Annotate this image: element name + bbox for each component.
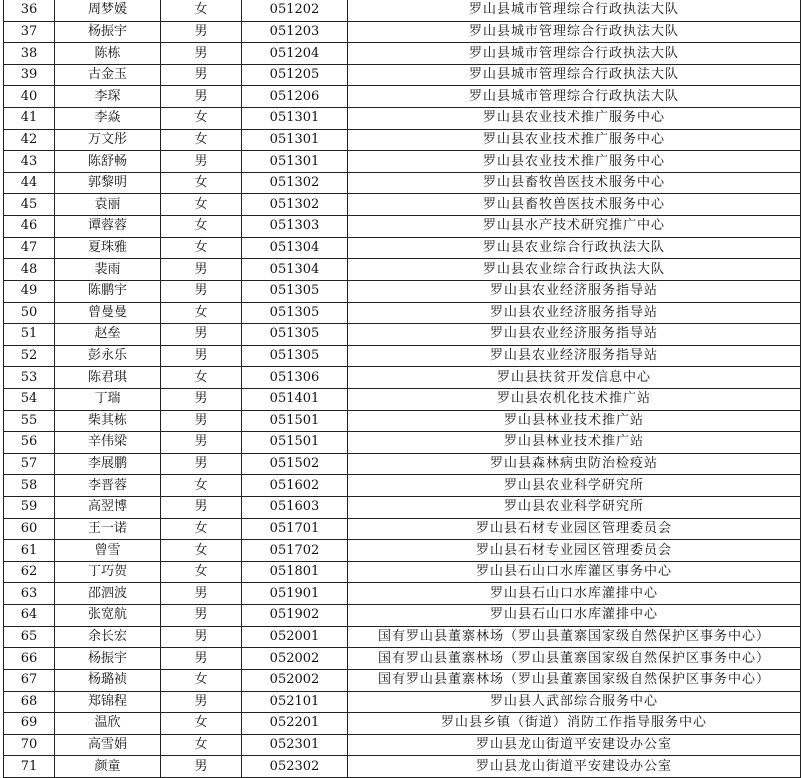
cell-position-code: 051203: [242, 21, 348, 43]
cell-gender: 女: [161, 518, 242, 540]
table-row: [4, 410, 801, 432]
cell-unit: 罗山县龙山街道平安建设办公室: [348, 734, 801, 756]
cell-name: 袁丽: [55, 194, 161, 216]
cell-number: 53: [4, 367, 55, 389]
cell-number: 60: [4, 518, 55, 540]
cell-number: 39: [4, 64, 55, 86]
cell-unit: 罗山县农业科学研究所: [348, 475, 801, 497]
cell-position-code: 051205: [242, 64, 348, 86]
cell-number: 55: [4, 410, 55, 432]
cell-number: 40: [4, 86, 55, 108]
cell-unit: 罗山县人武部综合服务中心: [348, 691, 801, 713]
cell-name: 周梦媛: [55, 0, 161, 21]
cell-unit: 罗山县农业经济服务指导站: [348, 302, 801, 324]
cell-number: 64: [4, 605, 55, 627]
cell-gender: 男: [161, 388, 242, 410]
cell-gender: 男: [161, 648, 242, 670]
cell-position-code: 051305: [242, 345, 348, 367]
cell-unit: 罗山县农业科学研究所: [348, 497, 801, 519]
cell-position-code: 051301: [242, 129, 348, 151]
cell-name: 古金玉: [55, 64, 161, 86]
cell-position-code: 051302: [242, 172, 348, 194]
cell-number: 50: [4, 302, 55, 324]
cell-unit: 罗山县石材专业园区管理委员会: [348, 540, 801, 562]
cell-name: 余长宏: [55, 626, 161, 648]
cell-name: 郭黎明: [55, 172, 161, 194]
cell-unit: 罗山县农业技术推广服务中心: [348, 151, 801, 173]
table-row: [4, 453, 801, 475]
cell-position-code: 051304: [242, 259, 348, 281]
cell-gender: 女: [161, 194, 242, 216]
cell-gender: 男: [161, 756, 242, 778]
cell-unit: 罗山县农业经济服务指导站: [348, 280, 801, 302]
cell-unit: 罗山县石山口水库灌区事务中心: [348, 561, 801, 583]
cell-number: 67: [4, 669, 55, 691]
cell-position-code: 052002: [242, 669, 348, 691]
cell-gender: 男: [161, 605, 242, 627]
cell-gender: 女: [161, 216, 242, 238]
cell-name: 谭蓉蓉: [55, 216, 161, 238]
cell-number: 43: [4, 151, 55, 173]
cell-position-code: 051305: [242, 280, 348, 302]
cell-unit: 罗山县林业技术推广站: [348, 410, 801, 432]
cell-unit: 罗山县林业技术推广站: [348, 432, 801, 454]
cell-name: 柴其栋: [55, 410, 161, 432]
cell-unit: 国有罗山县董寨林场（罗山县董寨国家级自然保护区事务中心）: [348, 648, 801, 670]
cell-unit: 罗山县水产技术研究推广中心: [348, 216, 801, 238]
cell-gender: 男: [161, 410, 242, 432]
cell-unit: 罗山县农机化技术推广站: [348, 388, 801, 410]
cell-position-code: 051301: [242, 151, 348, 173]
cell-unit: 罗山县畜牧兽医技术服务中心: [348, 194, 801, 216]
cell-gender: 男: [161, 583, 242, 605]
table-row: [4, 194, 801, 216]
table-row: [4, 388, 801, 410]
table-row: [4, 540, 801, 562]
cell-name: 陈鹏宇: [55, 280, 161, 302]
cell-name: 陈舒畅: [55, 151, 161, 173]
table-row: [4, 605, 801, 627]
table-row: [4, 129, 801, 151]
cell-number: 42: [4, 129, 55, 151]
cell-gender: 女: [161, 129, 242, 151]
cell-number: 70: [4, 734, 55, 756]
cell-number: 38: [4, 43, 55, 65]
cell-number: 44: [4, 172, 55, 194]
cell-name: 辛伟梁: [55, 432, 161, 454]
cell-position-code: 051801: [242, 561, 348, 583]
cell-gender: 女: [161, 669, 242, 691]
cell-name: 王一诺: [55, 518, 161, 540]
cell-unit: 罗山县农业经济服务指导站: [348, 345, 801, 367]
cell-position-code: 051302: [242, 194, 348, 216]
cell-position-code: 051306: [242, 367, 348, 389]
cell-position-code: 052002: [242, 648, 348, 670]
table-row: [4, 108, 801, 130]
cell-unit: 罗山县城市管理综合行政执法大队: [348, 0, 801, 21]
cell-number: 59: [4, 497, 55, 519]
cell-number: 36: [4, 0, 55, 21]
cell-gender: 男: [161, 21, 242, 43]
cell-gender: 女: [161, 237, 242, 259]
cell-unit: 罗山县农业综合行政执法大队: [348, 259, 801, 281]
cell-gender: 男: [161, 432, 242, 454]
table-row: [4, 216, 801, 238]
cell-gender: 男: [161, 626, 242, 648]
cell-gender: 女: [161, 561, 242, 583]
cell-name: 裴雨: [55, 259, 161, 281]
cell-gender: 男: [161, 43, 242, 65]
cell-position-code: 051902: [242, 605, 348, 627]
cell-unit: 罗山县城市管理综合行政执法大队: [348, 43, 801, 65]
cell-position-code: 051204: [242, 43, 348, 65]
cell-name: 丁巧贺: [55, 561, 161, 583]
cell-unit: 罗山县森林病虫防治检疫站: [348, 453, 801, 475]
cell-unit: 罗山县农业技术推广服务中心: [348, 129, 801, 151]
cell-gender: 男: [161, 324, 242, 346]
cell-name: 李琛: [55, 86, 161, 108]
cell-number: 62: [4, 561, 55, 583]
table-row: [4, 497, 801, 519]
cell-gender: 女: [161, 108, 242, 130]
table-row: [4, 324, 801, 346]
cell-name: 陈君琪: [55, 367, 161, 389]
cell-position-code: 051602: [242, 475, 348, 497]
table-row: [4, 64, 801, 86]
cell-number: 65: [4, 626, 55, 648]
cell-unit: 罗山县畜牧兽医技术服务中心: [348, 172, 801, 194]
cell-position-code: 051501: [242, 432, 348, 454]
personnel-table: [3, 0, 801, 778]
cell-number: 68: [4, 691, 55, 713]
table-row: [4, 367, 801, 389]
cell-name: 万文彤: [55, 129, 161, 151]
cell-position-code: 051305: [242, 324, 348, 346]
cell-number: 61: [4, 540, 55, 562]
cell-name: 丁瑞: [55, 388, 161, 410]
cell-position-code: 051401: [242, 388, 348, 410]
cell-position-code: 052201: [242, 713, 348, 735]
cell-gender: 男: [161, 345, 242, 367]
table-row: [4, 43, 801, 65]
cell-name: 杨振宇: [55, 648, 161, 670]
cell-gender: 男: [161, 86, 242, 108]
cell-position-code: 051901: [242, 583, 348, 605]
cell-number: 51: [4, 324, 55, 346]
cell-gender: 女: [161, 302, 242, 324]
table-row: [4, 691, 801, 713]
cell-unit: 罗山县石材专业园区管理委员会: [348, 518, 801, 540]
cell-name: 李焱: [55, 108, 161, 130]
table-row: [4, 583, 801, 605]
cell-gender: 女: [161, 0, 242, 21]
cell-name: 彭永乐: [55, 345, 161, 367]
cell-number: 49: [4, 280, 55, 302]
table-row: [4, 86, 801, 108]
cell-position-code: 051301: [242, 108, 348, 130]
table-row: [4, 518, 801, 540]
cell-name: 邵泗波: [55, 583, 161, 605]
cell-position-code: 051202: [242, 0, 348, 21]
cell-gender: 男: [161, 259, 242, 281]
table-row: [4, 151, 801, 173]
cell-gender: 男: [161, 691, 242, 713]
cell-gender: 男: [161, 497, 242, 519]
cell-unit: 国有罗山县董寨林场（罗山县董寨国家级自然保护区事务中心）: [348, 626, 801, 648]
cell-gender: 男: [161, 453, 242, 475]
cell-name: 赵垒: [55, 324, 161, 346]
cell-name: 温欣: [55, 713, 161, 735]
cell-position-code: 051303: [242, 216, 348, 238]
cell-name: 李展鹏: [55, 453, 161, 475]
cell-position-code: 051206: [242, 86, 348, 108]
cell-unit: 罗山县城市管理综合行政执法大队: [348, 86, 801, 108]
table-row: [4, 475, 801, 497]
cell-unit: 罗山县城市管理综合行政执法大队: [348, 64, 801, 86]
cell-position-code: 051501: [242, 410, 348, 432]
table-row: [4, 280, 801, 302]
cell-position-code: 052302: [242, 756, 348, 778]
cell-name: 曾曼曼: [55, 302, 161, 324]
cell-unit: 罗山县乡镇（街道）消防工作指导服务中心: [348, 713, 801, 735]
cell-gender: 男: [161, 64, 242, 86]
cell-position-code: 052001: [242, 626, 348, 648]
cell-position-code: 051701: [242, 518, 348, 540]
cell-number: 37: [4, 21, 55, 43]
cell-position-code: 052101: [242, 691, 348, 713]
cell-name: 曾雪: [55, 540, 161, 562]
table-row: [4, 432, 801, 454]
cell-gender: 女: [161, 475, 242, 497]
table-row: [4, 345, 801, 367]
cell-gender: 女: [161, 734, 242, 756]
cell-position-code: 051702: [242, 540, 348, 562]
cell-name: 张宽航: [55, 605, 161, 627]
cell-number: 54: [4, 388, 55, 410]
table-row: [4, 302, 801, 324]
cell-number: 48: [4, 259, 55, 281]
cell-position-code: 052301: [242, 734, 348, 756]
cell-gender: 男: [161, 280, 242, 302]
cell-number: 56: [4, 432, 55, 454]
cell-name: 郑锦程: [55, 691, 161, 713]
cell-unit: 国有罗山县董寨林场（罗山县董寨国家级自然保护区事务中心）: [348, 669, 801, 691]
cell-number: 58: [4, 475, 55, 497]
cell-unit: 罗山县农业技术推广服务中心: [348, 108, 801, 130]
cell-unit: 罗山县扶贫开发信息中心: [348, 367, 801, 389]
cell-number: 66: [4, 648, 55, 670]
table-row: [4, 259, 801, 281]
cell-name: 李晋蓉: [55, 475, 161, 497]
cell-gender: 男: [161, 151, 242, 173]
table-row: [4, 626, 801, 648]
cell-unit: 罗山县城市管理综合行政执法大队: [348, 21, 801, 43]
table-row: [4, 669, 801, 691]
cell-number: 45: [4, 194, 55, 216]
cell-name: 杨璐祯: [55, 669, 161, 691]
table-row: [4, 21, 801, 43]
cell-gender: 女: [161, 540, 242, 562]
table-body: [4, 0, 801, 777]
cell-position-code: 051603: [242, 497, 348, 519]
cell-unit: 罗山县农业综合行政执法大队: [348, 237, 801, 259]
cell-number: 57: [4, 453, 55, 475]
cell-gender: 女: [161, 713, 242, 735]
cell-gender: 女: [161, 172, 242, 194]
table-row: [4, 0, 801, 21]
cell-position-code: 051305: [242, 302, 348, 324]
cell-number: 52: [4, 345, 55, 367]
cell-gender: 女: [161, 367, 242, 389]
cell-position-code: 051502: [242, 453, 348, 475]
cell-name: 颜童: [55, 756, 161, 778]
cell-number: 41: [4, 108, 55, 130]
cell-number: 46: [4, 216, 55, 238]
cell-position-code: 051304: [242, 237, 348, 259]
cell-unit: 罗山县石山口水库灌排中心: [348, 583, 801, 605]
cell-unit: 罗山县农业经济服务指导站: [348, 324, 801, 346]
cell-number: 69: [4, 713, 55, 735]
cell-number: 47: [4, 237, 55, 259]
cell-number: 71: [4, 756, 55, 778]
table-row: [4, 561, 801, 583]
table-row: [4, 648, 801, 670]
cell-unit: 罗山县龙山街道平安建设办公室: [348, 756, 801, 778]
cell-name: 高翌博: [55, 497, 161, 519]
cell-name: 杨振宇: [55, 21, 161, 43]
cell-name: 夏珠雅: [55, 237, 161, 259]
cell-name: 高雪娟: [55, 734, 161, 756]
cell-name: 陈栋: [55, 43, 161, 65]
table-row: [4, 237, 801, 259]
table-row: [4, 756, 801, 778]
table-row: [4, 172, 801, 194]
table-row: [4, 734, 801, 756]
cell-unit: 罗山县石山口水库灌排中心: [348, 605, 801, 627]
table-row: [4, 713, 801, 735]
cell-number: 63: [4, 583, 55, 605]
